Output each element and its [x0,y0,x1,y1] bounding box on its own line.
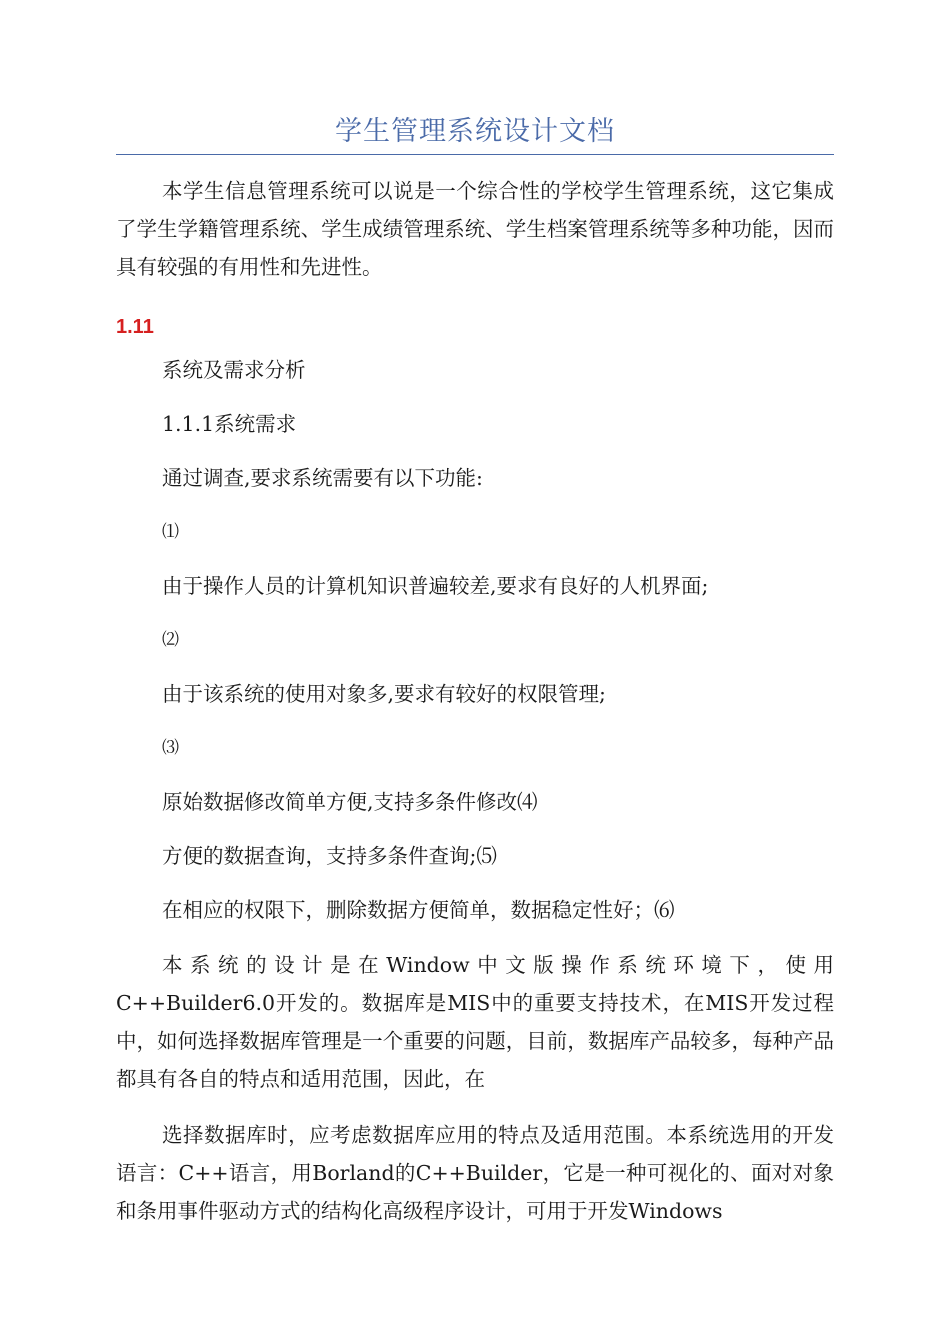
intro-paragraph: 本学生信息管理系统可以说是一个综合性的学校学生管理系统，这它集成了学生学籍管理系统、学生成绩管理系统、学生档案管理系统等多种功能，因而具有较强的有用性和先进性。 [116,179,834,279]
title-underline [116,154,834,155]
item-number-1: ⑴ [162,522,179,542]
section-number: 1.11 [116,316,154,338]
requirements-lead: 通过调查,要求系统需要有以下功能: [162,466,483,490]
database-choice-paragraph: 选择数据库时，应考虑数据库应用的特点及适用范围。本系统选用的开发语言：C++语言，用Borland的C++Builder，它是一种可视化的、面对对象和条用事件驱动方式的结构化高级程序设计，可用于开发Windows [116,1123,834,1223]
document-title: 学生管理系统设计文档 [335,116,615,147]
delete-requirement: 在相应的权限下，删除数据方便简单，数据稳定性好；⑹ [162,898,675,922]
query-requirement: 方便的数据查询，支持多条件查询;⑸ [162,844,497,868]
item-text-2: 由于该系统的使用对象多,要求有较好的权限管理; [162,682,606,706]
item-text-3: 原始数据修改简单方便,支持多条件修改⑷ [162,790,538,814]
subsection-title: 1.1.1系统需求 [162,412,297,436]
item-text-1: 由于操作人员的计算机知识普遍较差,要求有良好的人机界面; [162,574,709,598]
item-number-2: ⑵ [162,630,179,650]
item-number-3: ⑶ [162,738,179,758]
section-title: 系统及需求分析 [162,358,306,382]
design-paragraph: 本系统的设计是在Window中文版操作系统环境下，使用C++Builder6.0开发的。数据库是MIS中的重要支持技术，在MIS开发过程中，如何选择数据库管理是一个重要的问题，目前，数据库产品较多，每种产品都具有各自的特点和适用范围，因此，在 [116,953,834,1091]
